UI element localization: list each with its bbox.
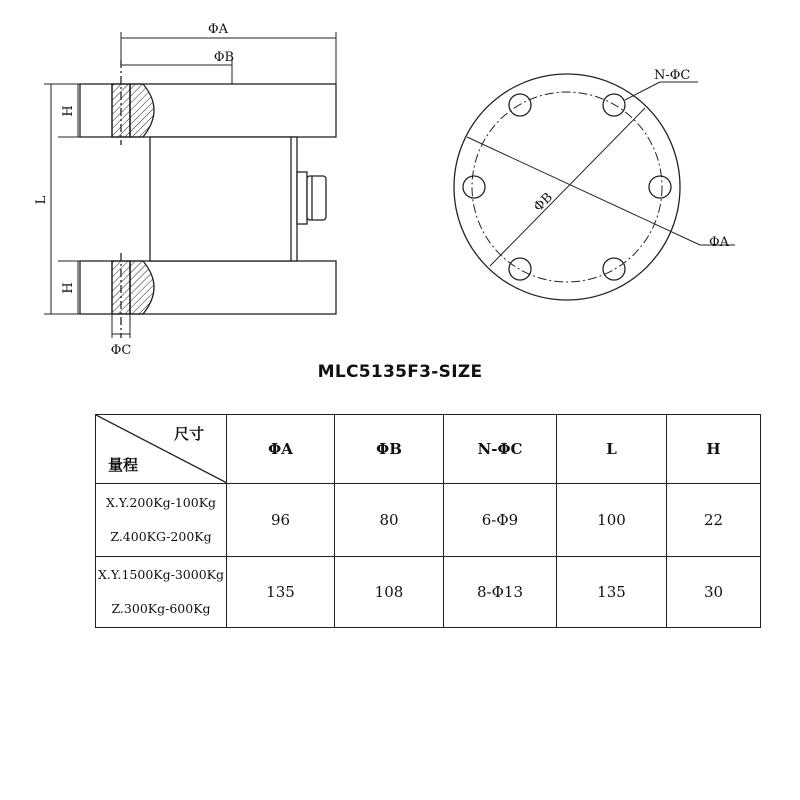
sensor-body <box>150 137 297 261</box>
table-cell: 135 <box>227 557 335 628</box>
front-n-phi-c-label: N-ΦC <box>654 68 691 83</box>
range-cell <box>96 557 227 628</box>
table-row <box>96 557 761 628</box>
side-l-label: L <box>34 195 49 205</box>
column-header: ΦB <box>335 415 444 484</box>
table-cell: 96 <box>227 484 335 557</box>
table-cell: 22 <box>667 484 761 557</box>
bolt-hole <box>603 258 625 280</box>
table-cell: 108 <box>335 557 444 628</box>
table-cell: 30 <box>667 557 761 628</box>
column-header: L <box>557 415 667 484</box>
range-line: Z.300Kg-600Kg <box>111 601 211 616</box>
side-phi-a-label: ΦA <box>207 22 229 37</box>
technical-drawing <box>0 0 800 360</box>
side-h-top-label: H <box>61 105 76 117</box>
side-view <box>80 60 336 338</box>
bolt-hole <box>649 176 671 198</box>
cable-connector <box>297 172 307 224</box>
column-header: H <box>667 415 761 484</box>
table-cell: 80 <box>335 484 444 557</box>
bolt-hole <box>509 258 531 280</box>
table-header-row <box>96 415 761 484</box>
table-cell: 8-Φ13 <box>444 557 557 628</box>
column-header: N-ΦC <box>444 415 557 484</box>
bolt-hole <box>463 176 485 198</box>
range-line: X.Y.1500Kg-3000Kg <box>97 567 224 582</box>
column-header: ΦA <box>227 415 335 484</box>
range-line: X.Y.200Kg-100Kg <box>105 495 217 510</box>
table-cell: 135 <box>557 557 667 628</box>
spec-table <box>95 414 761 628</box>
range-cell <box>96 484 227 557</box>
corner-header-cell <box>96 415 227 484</box>
corner-bottom-label: 量程 <box>108 456 139 474</box>
front-phi-b-label: ΦB <box>531 190 556 215</box>
side-phi-c-label: ΦC <box>110 343 132 358</box>
side-h-bottom-label: H <box>61 282 76 294</box>
table-cell: 100 <box>557 484 667 557</box>
range-line: Z.400KG-200Kg <box>110 529 212 544</box>
corner-top-label: 尺寸 <box>173 425 204 443</box>
side-phi-b-label: ΦB <box>213 50 235 65</box>
table-cell: 6-Φ9 <box>444 484 557 557</box>
table-row <box>96 484 761 557</box>
drawing-title: MLC5135F3-SIZE <box>317 362 483 382</box>
front-view-dimensions <box>467 82 735 266</box>
front-phi-a-label: ΦA <box>709 235 730 250</box>
